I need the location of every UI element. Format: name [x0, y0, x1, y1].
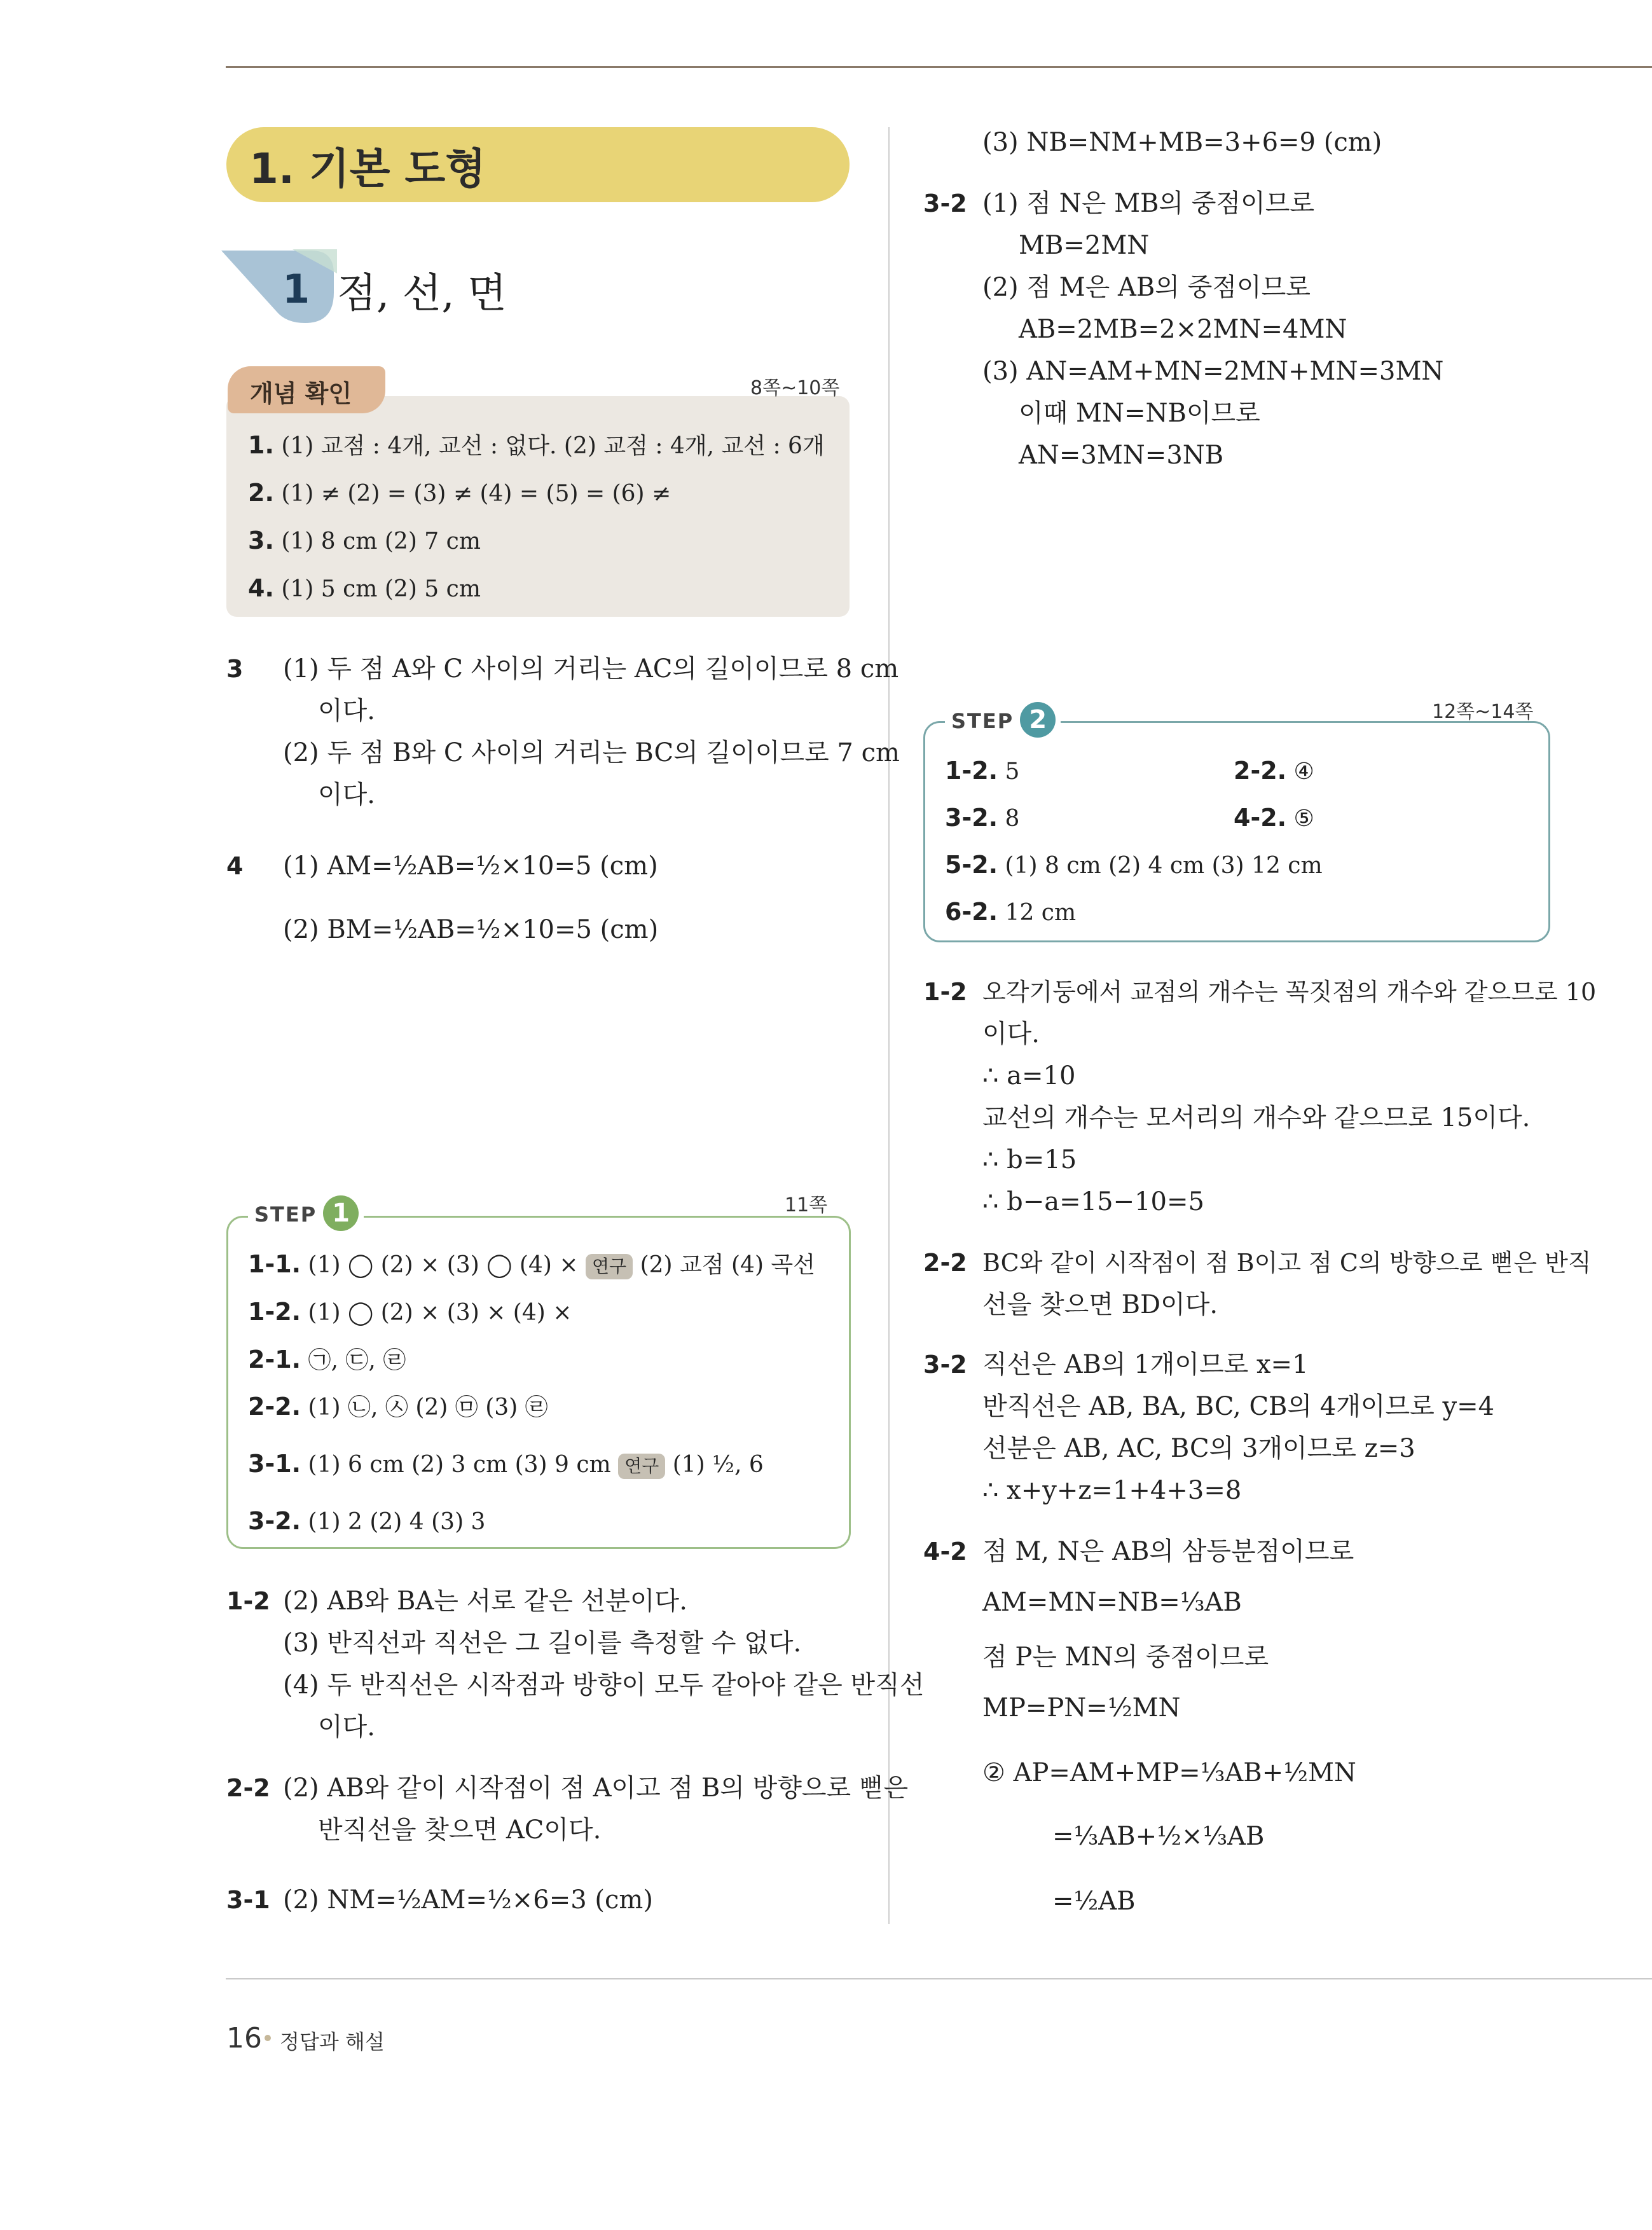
step1-row: 2-2. (1) ㉡, ㉦ (2) ㉤ (3) ㉣: [248, 1393, 548, 1421]
concept-item: 1. (1) 교점 : 4개, 교선 : 없다. (2) 교점 : 4개, 교선 : 6개: [248, 431, 825, 459]
solution-label: 3-2: [923, 1351, 967, 1379]
solution-line: (1) 두 점 A와 C 사이의 거리는 AC의 길이이므로 8 cm: [283, 654, 899, 684]
step1-header: [248, 1195, 364, 1231]
solution-line: (2) 두 점 B와 C 사이의 거리는 BC의 길이이므로 7 cm: [283, 738, 900, 767]
solution-line: AN=3MN=3NB: [1019, 441, 1224, 470]
solution-line: =½AB: [1052, 1887, 1136, 1916]
solution-line: 이다.: [318, 1712, 375, 1742]
step1-row: 2-1. ㉠, ㉢, ㉣: [248, 1346, 406, 1373]
concept-tag-label: 개념 확인: [250, 380, 352, 408]
step2-row: 2-2. ④: [1234, 757, 1314, 785]
solution-line: (2) BM=½AB=½×10=5 (cm): [283, 915, 659, 944]
concept-item: 2. (1) ≠ (2) = (3) ≠ (4) = (5) = (6) ≠: [248, 479, 671, 507]
solution-label: 3-1: [226, 1886, 270, 1914]
solution-line: (2) AB와 같이 시작점이 점 A이고 점 B의 방향으로 뻗은: [283, 1773, 909, 1803]
solution-line: 직선은 AB의 1개이므로 x=1: [982, 1350, 1309, 1379]
solution-line: 선분은 AB, AC, BC의 3개이므로 z=3: [982, 1434, 1415, 1463]
solution-line: (2) NM=½AM=½×6=3 (cm): [283, 1885, 653, 1915]
solution-line: 이때 MN=NB이므로: [1019, 399, 1260, 428]
solution-label: 2-2: [923, 1249, 967, 1277]
solution-line: 교선의 개수는 모서리의 개수와 같으므로 15이다.: [982, 1103, 1531, 1132]
solution-line: (2) AB와 BA는 서로 같은 선분이다.: [283, 1586, 687, 1616]
solution-line: =⅓AB+½×⅓AB: [1052, 1822, 1265, 1851]
solution-line: (2) 점 M은 AB의 중점이므로: [982, 273, 1311, 302]
page-number: 16: [226, 2022, 262, 2054]
step2-header: [945, 702, 1061, 738]
chapter-title: 1. 기본 도형: [249, 144, 486, 193]
column-divider: [888, 127, 890, 1924]
solution-line: (3) AN=AM+MN=2MN+MN=3MN: [982, 357, 1444, 386]
concept-item: 4. (1) 5 cm (2) 5 cm: [248, 574, 481, 602]
bottom-rule: [226, 1978, 1652, 1979]
solution-label: 3-2: [923, 189, 967, 217]
solution-line: 점 M, N은 AB의 삼등분점이므로: [982, 1537, 1354, 1566]
section-number: 1: [282, 266, 310, 312]
solution-line: (3) 반직선과 직선은 그 길이를 측정할 수 없다.: [283, 1628, 802, 1658]
solution-line: 반직선은 AB, BA, BC, CB의 4개이므로 y=4: [982, 1392, 1495, 1421]
step1-row: 1-1. (1) ◯ (2) × (3) ◯ (4) × 연구 (2) 교점 (4) 곡선: [248, 1250, 815, 1278]
step1-row: 1-2. (1) ◯ (2) × (3) × (4) ×: [248, 1298, 572, 1326]
step2-row: 6-2. 12 cm: [945, 898, 1077, 926]
solution-line: 선을 찾으면 BD이다.: [982, 1290, 1218, 1319]
step2-row: 1-2. 5: [945, 757, 1020, 785]
solution-line: BC와 같이 시작점이 점 B이고 점 C의 방향으로 뻗은 반직: [982, 1249, 1592, 1277]
solution-line: ∴ b=15: [982, 1145, 1077, 1174]
footer-dot: [265, 2035, 271, 2041]
step1-row: 3-1. (1) 6 cm (2) 3 cm (3) 9 cm 연구 (1) ½, 6: [248, 1450, 764, 1478]
step2-number: 2: [1020, 702, 1056, 738]
solution-line: ② AP=AM+MP=⅓AB+½MN: [982, 1758, 1356, 1787]
solution-line: 이다.: [318, 696, 375, 726]
step2-row: 5-2. (1) 8 cm (2) 4 cm (3) 12 cm: [945, 851, 1323, 879]
solution-line: AB=2MB=2×2MN=4MN: [1019, 315, 1347, 344]
solution-line: (3) NB=NM+MB=3+6=9 (cm): [982, 128, 1382, 157]
solution-label: 1-2: [923, 978, 967, 1006]
solution-label: 4: [226, 852, 244, 880]
solution-label: 3: [226, 655, 244, 683]
solution-line: 점 P는 MN의 중점이므로: [982, 1642, 1269, 1672]
solution-line: 이다.: [318, 780, 375, 809]
solution-line: AM=MN=NB=⅓AB: [982, 1588, 1242, 1617]
solution-line: MB=2MN: [1019, 231, 1150, 260]
top-rule: [226, 66, 1652, 68]
solution-line: 이다.: [982, 1019, 1040, 1049]
solution-line: (1) AM=½AB=½×10=5 (cm): [283, 851, 658, 881]
solution-line: ∴ b−a=15−10=5: [982, 1187, 1204, 1216]
step2-row: 4-2. ⑤: [1234, 804, 1314, 832]
step2-pages: 12쪽~14쪽: [1432, 701, 1534, 723]
solution-line: 반직선을 찾으면 AC이다.: [318, 1815, 602, 1845]
solution-label: 4-2: [923, 1538, 967, 1566]
step1-number: 1: [323, 1195, 359, 1231]
section-number-shape: [216, 248, 343, 331]
solution-line: (1) 점 N은 MB의 중점이므로: [982, 189, 1314, 218]
solution-line: ∴ x+y+z=1+4+3=8: [982, 1476, 1242, 1505]
solution-line: MP=PN=½MN: [982, 1693, 1181, 1723]
solution-label: 1-2: [226, 1587, 270, 1615]
section-title: 점, 선, 면: [337, 270, 507, 317]
concept-pages: 8쪽~10쪽: [750, 377, 840, 399]
solution-label: 2-2: [226, 1774, 270, 1802]
step1-label: STEP: [248, 1202, 323, 1227]
step1-pages: 11쪽: [785, 1194, 828, 1216]
step2-label: STEP: [945, 709, 1020, 733]
solution-line: 오각기둥에서 교점의 개수는 꼭짓점의 개수와 같으므로 10: [982, 978, 1597, 1006]
step1-row: 3-2. (1) 2 (2) 4 (3) 3: [248, 1507, 486, 1535]
footer-title: 정답과 해설: [280, 2030, 385, 2054]
solution-line: ∴ a=10: [982, 1061, 1076, 1091]
concept-item: 3. (1) 8 cm (2) 7 cm: [248, 527, 481, 554]
step2-row: 3-2. 8: [945, 804, 1020, 832]
solution-line: (4) 두 반직선은 시작점과 방향이 모두 같아야 같은 반직선: [283, 1670, 925, 1700]
